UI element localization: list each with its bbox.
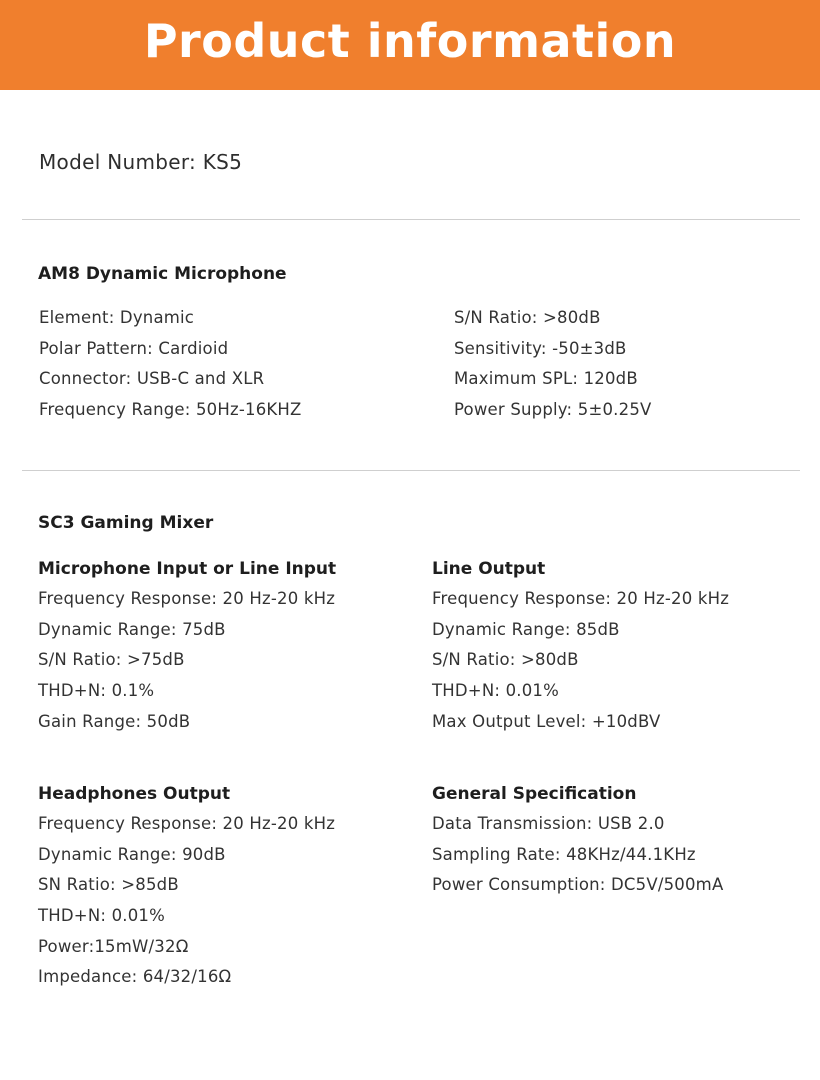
spec-line: THD+N: 0.01% bbox=[38, 906, 165, 926]
divider-middle bbox=[22, 470, 800, 471]
spec-line: S/N Ratio: >80dB bbox=[454, 308, 601, 327]
microphone-section-title: AM8 Dynamic Microphone bbox=[38, 264, 287, 284]
divider-top bbox=[22, 219, 800, 220]
spec-line: S/N Ratio: >75dB bbox=[38, 650, 185, 670]
general-spec-group bbox=[432, 779, 723, 901]
spec-line: Maximum SPL: 120dB bbox=[454, 369, 638, 389]
model-number: Model Number: KS5 bbox=[39, 150, 243, 174]
mic-input-title: Microphone Input or Line Input bbox=[38, 559, 337, 579]
spec-line: SN Ratio: >85dB bbox=[38, 875, 179, 895]
spec-line: Max Output Level: +10dBV bbox=[432, 711, 661, 731]
spec-line: Connector: USB-C and XLR bbox=[39, 369, 265, 389]
spec-line: Polar Pattern: Cardioid bbox=[39, 338, 229, 358]
spec-line: THD+N: 0.1% bbox=[38, 681, 155, 701]
microphone-specs-left bbox=[39, 303, 302, 426]
spec-line: Power:15mW/32Ω bbox=[38, 936, 189, 956]
line-output-title: Line Output bbox=[432, 559, 546, 579]
spec-line: S/N Ratio: >80dB bbox=[432, 650, 579, 670]
spec-line: Frequency Response: 20 Hz-20 kHz bbox=[38, 589, 336, 608]
spec-line: Frequency Range: 50Hz-16KHZ bbox=[39, 400, 302, 420]
mic-input-group bbox=[38, 554, 336, 737]
page-title: Product information bbox=[143, 14, 677, 68]
spec-line: Dynamic Range: 85dB bbox=[432, 619, 620, 639]
general-spec-title: General Specification bbox=[432, 784, 637, 804]
headphones-title: Headphones Output bbox=[38, 784, 231, 804]
microphone-specs-right bbox=[454, 303, 652, 426]
spec-line: Dynamic Range: 75dB bbox=[38, 619, 226, 639]
spec-line: Sampling Rate: 48KHz/44.1KHz bbox=[432, 844, 696, 864]
spec-line: Impedance: 64/32/16Ω bbox=[38, 967, 232, 987]
spec-line: Frequency Response: 20 Hz-20 kHz bbox=[38, 814, 336, 833]
spec-line: Power Supply: 5±0.25V bbox=[454, 400, 652, 420]
spec-line: Power Consumption: DC5V/500mA bbox=[432, 875, 724, 895]
spec-line: THD+N: 0.01% bbox=[432, 681, 559, 701]
line-output-group bbox=[432, 554, 729, 737]
spec-line: Sensitivity: -50±3dB bbox=[454, 338, 627, 358]
mixer-section-title: SC3 Gaming Mixer bbox=[38, 513, 214, 533]
spec-line: Element: Dynamic bbox=[39, 308, 195, 327]
headphones-group bbox=[38, 779, 335, 993]
header-banner bbox=[0, 0, 820, 90]
spec-line: Gain Range: 50dB bbox=[38, 711, 191, 731]
spec-line: Data Transmission: USB 2.0 bbox=[432, 814, 665, 833]
spec-line: Frequency Response: 20 Hz-20 kHz bbox=[432, 589, 730, 608]
spec-line: Dynamic Range: 90dB bbox=[38, 844, 226, 864]
